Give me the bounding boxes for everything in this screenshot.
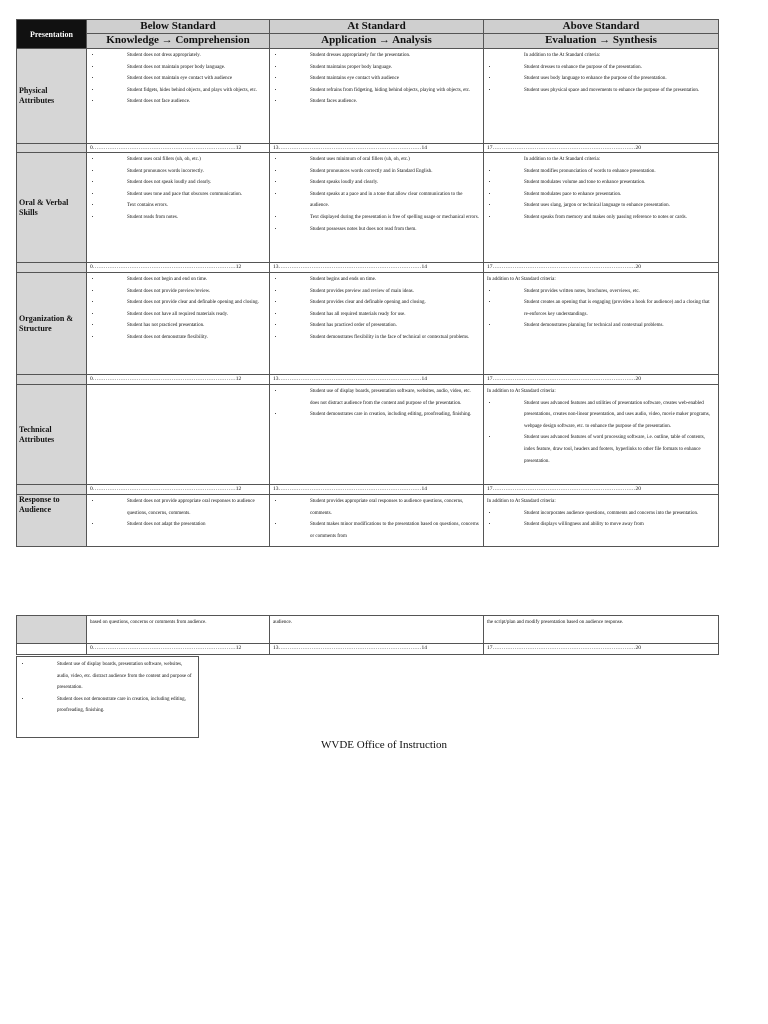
score-row-blank (17, 263, 87, 273)
criteria-item: • Student demonstrates flexibility in the face of technical or contextual problems. (284, 332, 480, 344)
criteria-item: • Text displayed during the presentation is free of spelling usage or mechanical errors. (284, 212, 480, 224)
criteria-cell-above (484, 385, 719, 485)
score-row-blank (17, 485, 87, 495)
criteria-item: • Student does not maintain proper body language. (101, 62, 266, 74)
score-range-at: 13……………………………………………………………………14 (270, 144, 484, 153)
rubric-table-wrap (16, 19, 718, 547)
criteria-list (90, 496, 266, 531)
score-range-above: 17……………………………………………………………………20 (484, 485, 719, 495)
score-row-blank (17, 375, 87, 385)
continuation-below: based on questions, concerns or comments from audience. (87, 616, 270, 644)
score-range-below: 0……………………………………………………………………12 (87, 375, 270, 385)
criteria-list (273, 274, 480, 344)
continuation-table (16, 615, 719, 655)
criteria-item: • Student does not provide appropriate oral responses to audience questions, concerns, comments. (101, 496, 266, 519)
rubric-row (17, 49, 719, 144)
continuation-at: audience. (270, 616, 484, 644)
criteria-cell-at (270, 273, 484, 375)
criteria-item: • Student pronounces words correctly and in Standard English. (284, 166, 480, 178)
criteria-item: • Student has practiced order of presentation. (284, 320, 480, 332)
continuation-score-below: 0……………………………………………………………………12 (87, 644, 270, 655)
footer-text: WVDE Office of Instruction (321, 739, 447, 751)
criteria-cell-below (87, 49, 270, 144)
criteria-list (90, 50, 266, 108)
criteria-item: • Student creates an opening that is engaging (provides a hook for audience) and a closing that re-enforces key understandings. (498, 297, 715, 320)
criteria-intro: In addition to At Standard criteria: (487, 499, 556, 504)
criteria-cell-above (484, 495, 719, 547)
criteria-item: • Student speaks from memory and makes only passing reference to notes or cards. (498, 212, 715, 224)
criteria-cell-below (87, 153, 270, 263)
criteria-item: • Student provides appropriate oral responses to audience questions, concerns, comments. (284, 496, 480, 519)
criteria-list (273, 154, 480, 235)
criteria-item: • Student uses tone and pace that obscures communication. (101, 189, 266, 201)
criteria-item: • Student does not provide clear and definable opening and closing. (101, 297, 266, 309)
criteria-item: • Student uses oral fillers (uh, oh, etc.) (101, 154, 266, 166)
criteria-item: • Student does not provide preview/review. (101, 286, 266, 298)
score-range-above: 17……………………………………………………………………20 (484, 375, 719, 385)
continuation-score-at: 13……………………………………………………………………14 (270, 644, 484, 655)
criteria-item: • Student incorporates audience questions, comments and concerns into the presentation. (498, 508, 715, 520)
criteria-item: • Student refrains from fidgeting, hiding behind objects, playing with objects, etc. (284, 85, 480, 97)
criteria-item: • Student does not speak loudly and clearly. (101, 177, 266, 189)
criteria-item: • Student uses physical space and movements to enhance the purpose of the presentation. (498, 85, 715, 97)
criteria-cell-at (270, 495, 484, 547)
criteria-item: • Student dresses to enhance the purpose of the presentation. (498, 62, 715, 74)
category-label: Oral & Verbal Skills (17, 153, 87, 263)
criteria-item: • Student maintains proper body language. (284, 62, 480, 74)
score-row (17, 375, 719, 385)
criteria-item: • Student provides preview and review of main ideas. (284, 286, 480, 298)
criteria-cell-at (270, 153, 484, 263)
criteria-cell-above (484, 153, 719, 263)
score-range-below: 0……………………………………………………………………12 (87, 485, 270, 495)
extra-criteria-list (20, 659, 195, 717)
continuation-above: the script/plan and modify presentation based on audience response. (484, 616, 719, 644)
criteria-item: • Student maintains eye contact with audience (284, 73, 480, 85)
col-below-subtitle: Knowledge → Comprehension (87, 34, 270, 49)
criteria-cell-below (87, 495, 270, 547)
category-label: Physical Attributes (17, 49, 87, 144)
criteria-item: • Student does not face audience. (101, 96, 266, 108)
criteria-item: • Student speaks at a pace and in a tone that allow clear communication to the audience. (284, 189, 480, 212)
criteria-item: • Student modulates volume and tone to enhance presentation. (498, 177, 715, 189)
criteria-item: • Text contains errors. (101, 200, 266, 212)
criteria-item: • Student does not adapt the presentation (101, 519, 266, 531)
corner-header: Presentation (17, 20, 87, 49)
criteria-list (273, 50, 480, 108)
criteria-list (487, 62, 715, 97)
criteria-cell-at (270, 49, 484, 144)
criteria-list (487, 286, 715, 332)
criteria-item: • Student modifies pronunciation of words to enhance presentation. (498, 166, 715, 178)
extra-criteria-item: • Student use of display boards, presentation software, websites, audio, video, etc. distract audience from the content and purpose of presentation. (31, 659, 195, 694)
criteria-cell-above (484, 273, 719, 375)
criteria-list (90, 154, 266, 224)
criteria-item: • Student uses slang, jargon or technical language to enhance presentation. (498, 200, 715, 212)
criteria-item: • Student speaks loudly and clearly. (284, 177, 480, 189)
criteria-item: • Student uses advanced features and utilities of presentation software, creates web-enabled presentations, creates non-linear presentation, and uses audio, video, movie maker programs, webpage design software, etc. to enhance the purpose of the presentation. (498, 398, 715, 433)
category-label: Organization & Structure (17, 273, 87, 375)
criteria-item: • Student does not begin and end on time. (101, 274, 266, 286)
criteria-list (487, 398, 715, 468)
criteria-item: • Student begins and ends on time. (284, 274, 480, 286)
criteria-list (487, 508, 715, 531)
criteria-item: • Student does not dress appropriately. (101, 50, 266, 62)
rubric-row (17, 385, 719, 485)
col-at-subtitle: Application → Analysis (270, 34, 484, 49)
criteria-item: • Student modulates pace to enhance presentation. (498, 189, 715, 201)
criteria-cell-at (270, 385, 484, 485)
col-above-subtitle: Evaluation → Synthesis (484, 34, 719, 49)
continuation-score-blank (17, 644, 87, 655)
criteria-item: • Student faces audience. (284, 96, 480, 108)
criteria-item: • Student provides clear and definable opening and closing. (284, 297, 480, 309)
col-below-title: Below Standard (87, 20, 270, 34)
continuation-score-above: 17……………………………………………………………………20 (484, 644, 719, 655)
continuation-category (17, 616, 87, 644)
score-row (17, 485, 719, 495)
col-above-title: Above Standard (484, 20, 719, 34)
rubric-row (17, 495, 719, 547)
criteria-item: • Student uses body language to enhance the purpose of the presentation. (498, 73, 715, 85)
criteria-item: • Student does not have all required materials ready. (101, 309, 266, 321)
rubric-row (17, 153, 719, 263)
extra-criteria-box (16, 656, 199, 738)
criteria-item: • Student use of display boards, presentation software, websites, audio, video, etc. does not distract audience from the content and purpose of the presentation. (284, 386, 480, 409)
criteria-item: • Student demonstrates planning for technical and contextual problems. (498, 320, 715, 332)
score-range-above: 17……………………………………………………………………20 (484, 263, 719, 273)
criteria-list (90, 274, 266, 344)
category-label: Response to Audience (17, 495, 87, 547)
criteria-item: • Student uses minimum of oral fillers (uh, oh, etc.) (284, 154, 480, 166)
score-range-above: 17……………………………………………………………………20 (484, 144, 719, 153)
criteria-list (487, 166, 715, 224)
score-range-at: 13……………………………………………………………………14 (270, 485, 484, 495)
criteria-intro: In addition to At Standard criteria: (487, 389, 556, 394)
criteria-item: • Student makes minor modifications to the presentation based on questions, concerns or comments from (284, 519, 480, 542)
score-range-below: 0……………………………………………………………………12 (87, 263, 270, 273)
criteria-item: • Student has all required materials ready for use. (284, 309, 480, 321)
criteria-item: • Student demonstrates care in creation, including editing, proofreading, finishing. (284, 409, 480, 421)
criteria-item: • Student possesses notes but does not read from them. (284, 224, 480, 236)
criteria-item: • Student does not demonstrate flexibility. (101, 332, 266, 344)
score-range-at: 13……………………………………………………………………14 (270, 263, 484, 273)
criteria-item: • Student has not practiced presentation. (101, 320, 266, 332)
criteria-list (273, 496, 480, 542)
score-row (17, 144, 719, 153)
criteria-cell-below (87, 385, 270, 485)
extra-criteria-item: • Student does not demonstrate care in creation, including editing, proofreading, finishing. (31, 694, 195, 717)
score-row (17, 263, 719, 273)
rubric-row (17, 273, 719, 375)
criteria-intro: In addition to the At Standard criteria: (524, 53, 601, 58)
criteria-item: • Student dresses appropriately for the presentation. (284, 50, 480, 62)
criteria-cell-below (87, 273, 270, 375)
criteria-item: • Student uses advanced features of word processing software, i.e. outline, table of contents, index feature, draw tool, headers and footers, hyperlinks to other file formats to enhance presentation. (498, 432, 715, 467)
criteria-item: • Student provides written notes, brochures, overviews, etc. (498, 286, 715, 298)
criteria-intro: In addition to the At Standard criteria: (524, 157, 601, 162)
criteria-item: • Student fidgets, hides behind objects, and plays with objects, etc. (101, 85, 266, 97)
continuation-table-wrap (16, 615, 718, 655)
category-label: Technical Attributes (17, 385, 87, 485)
score-range-at: 13……………………………………………………………………14 (270, 375, 484, 385)
criteria-cell-above (484, 49, 719, 144)
criteria-intro: In addition to At Standard criteria: (487, 277, 556, 282)
col-at-title: At Standard (270, 20, 484, 34)
criteria-item: • Student displays willingness and ability to move away from (498, 519, 715, 531)
criteria-item: • Student reads from notes. (101, 212, 266, 224)
criteria-list (273, 386, 480, 421)
rubric-table (16, 19, 719, 547)
criteria-item: • Student pronounces words incorrectly. (101, 166, 266, 178)
score-range-below: 0……………………………………………………………………12 (87, 144, 270, 153)
score-row-blank (17, 144, 87, 153)
criteria-item: • Student does not maintain eye contact with audience (101, 73, 266, 85)
